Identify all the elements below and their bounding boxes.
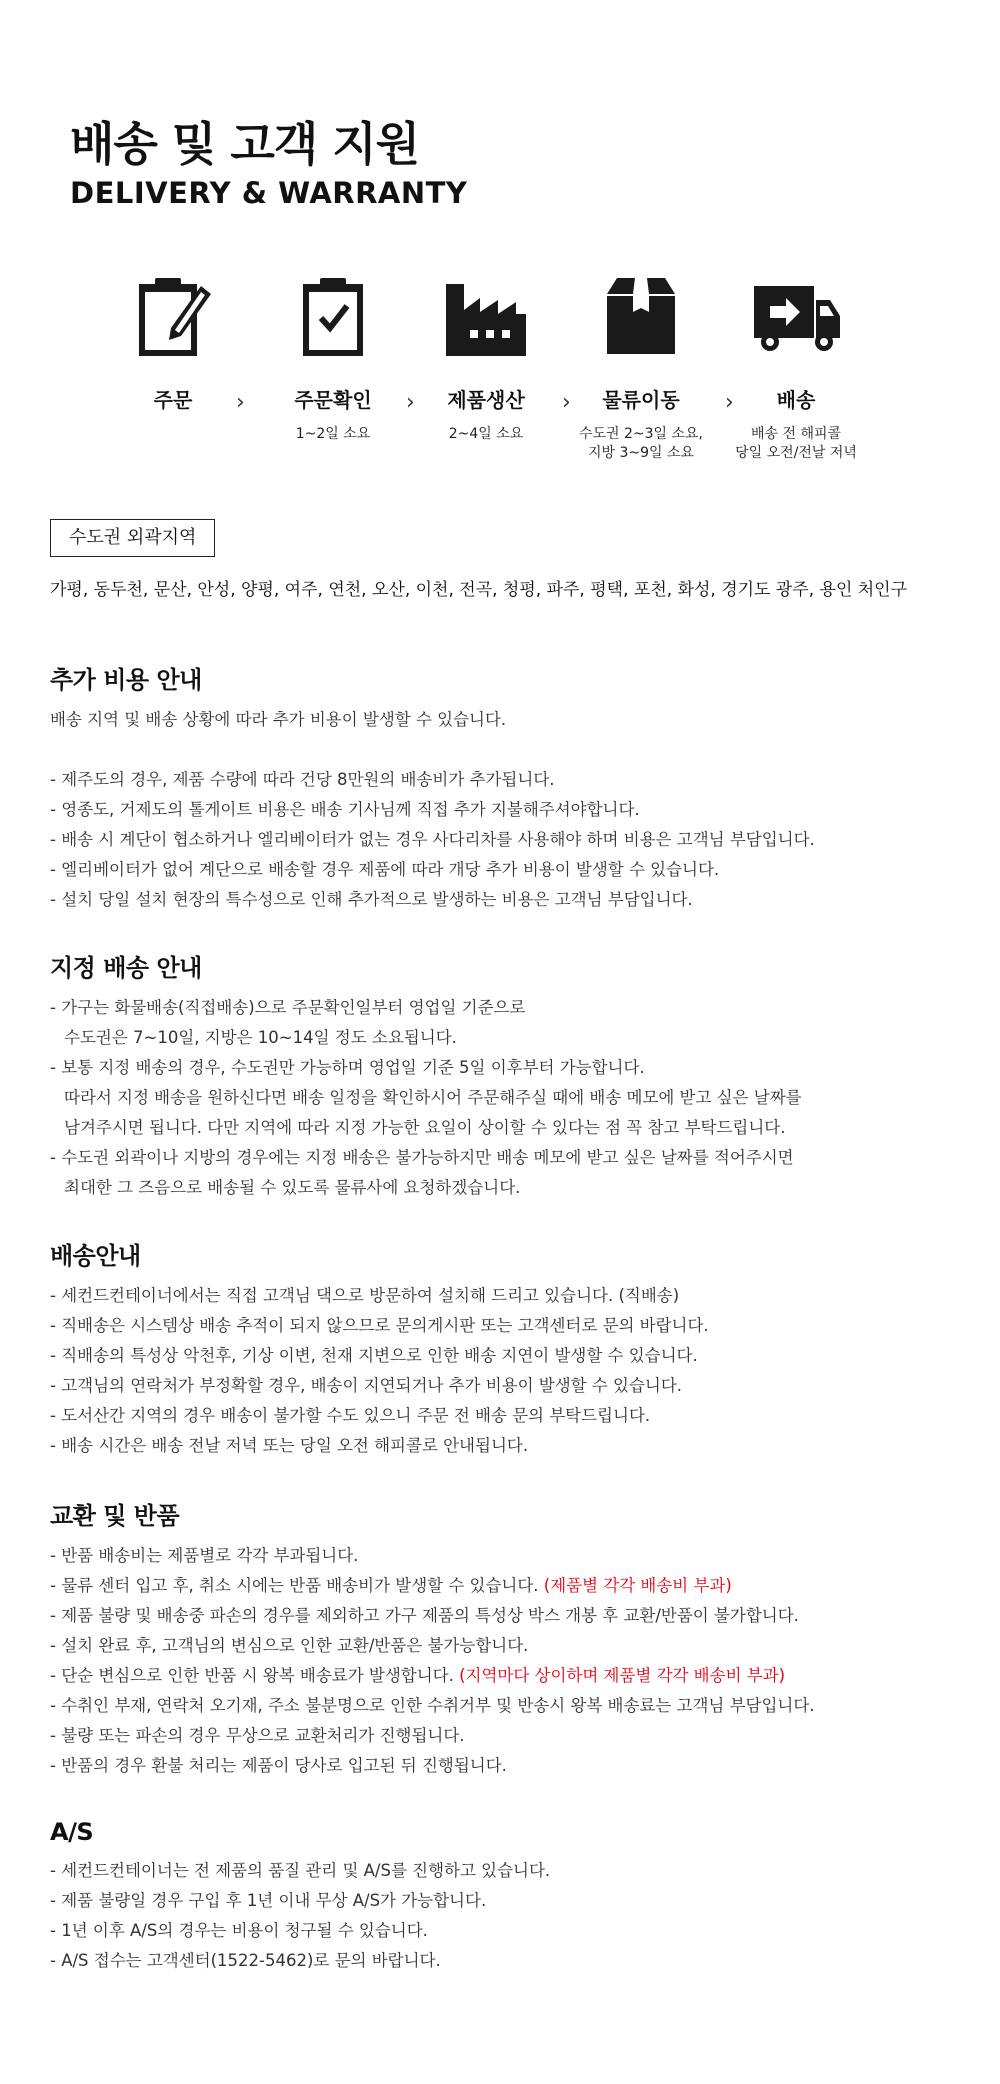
list-item: - 도서산간 지역의 경우 배송이 불가할 수도 있으니 주문 전 배송 문의 부탁드립니다.: [50, 1406, 651, 1425]
delivery-process-steps: [0, 270, 1000, 470]
chevron-right-icon: ›: [725, 390, 734, 415]
chevron-right-icon: ›: [236, 390, 245, 415]
delivery-info-section: [50, 1236, 960, 1461]
list-item: - 세컨드컨테이너에서는 직접 고객님 댁으로 방문하여 설치해 드리고 있습니다. (직배송): [50, 1286, 680, 1305]
list-item-text: - 단순 변심으로 인한 반품 시 왕복 배송료가 발생합니다.: [50, 1666, 460, 1685]
step-label: 주문확인: [294, 388, 372, 412]
list-item: - 수취인 부재, 연락처 오기재, 주소 불분명으로 인한 수취거부 및 반송시 왕복 배송료는 고객님 부담입니다.: [50, 1696, 815, 1715]
section-title: 교환 및 반품: [50, 1502, 180, 1530]
list-item: - 배송 시간은 배송 전날 저녁 또는 당일 오전 해피콜로 안내됩니다.: [50, 1436, 529, 1455]
list-item: [50, 1661, 960, 1691]
step-delivery: [696, 270, 896, 463]
region-list: 가평, 동두천, 문산, 안성, 양평, 여주, 연천, 오산, 이천, 전곡, 청평, 파주, 평택, 포천, 화성, 경기도 광주, 용인 처인구: [50, 580, 908, 600]
step-duration: 1~2일 소요: [295, 426, 371, 442]
list-item: - 제품 불량일 경우 구입 후 1년 이내 무상 A/S가 가능합니다.: [50, 1891, 487, 1910]
scheduled-delivery-section: [50, 948, 960, 1203]
list-item-continued: 최대한 그 즈음으로 배송될 수 있도록 물류사에 요청하겠습니다.: [64, 1178, 521, 1197]
list-item: - 직배송은 시스템상 배송 추적이 되지 않으므로 문의게시판 또는 고객센터로 문의 바랍니다.: [50, 1316, 709, 1335]
step-label: 배송: [776, 388, 816, 412]
section-title: 추가 비용 안내: [50, 666, 202, 694]
as-section: [50, 1818, 960, 1976]
step-duration: 2~4일 소요: [448, 426, 524, 442]
list-item: - 제주도의 경우, 제품 수량에 따라 건당 8만원의 배송비가 추가됩니다.: [50, 770, 555, 789]
step-label: 제품생산: [447, 388, 525, 412]
chevron-right-icon: ›: [406, 390, 415, 415]
list-item: - 제품 불량 및 배송중 파손의 경우를 제외하고 가구 제품의 특성상 박스 개봉 후 교환/반품이 불가합니다.: [50, 1606, 799, 1625]
page-title: 배송 및 고객 지원: [70, 117, 420, 171]
box-icon: [595, 270, 687, 362]
list-item-text: - 물류 센터 입고 후, 취소 시에는 반품 배송비가 발생할 수 있습니다.: [50, 1576, 544, 1595]
step-label: 물류이동: [602, 388, 680, 412]
returns-section: [50, 1496, 960, 1781]
list-item: - 영종도, 거제도의 톨게이트 비용은 배송 기사님께 직접 추가 지불해주셔야합니다.: [50, 800, 640, 819]
step-duration: 배송 전 해피콜 당일 오전/전날 저녁: [735, 426, 857, 461]
list-item: - 1년 이후 A/S의 경우는 비용이 청구될 수 있습니다.: [50, 1921, 428, 1940]
list-item: - 설치 당일 설치 현장의 특수성으로 인해 추가적으로 발생하는 비용은 고객님 부담입니다.: [50, 890, 693, 909]
chevron-right-icon: ›: [562, 390, 571, 415]
list-item: - 반품 배송비는 제품별로 각각 부과됩니다.: [50, 1546, 359, 1565]
list-item: - 불량 또는 파손의 경우 무상으로 교환처리가 진행됩니다.: [50, 1726, 465, 1745]
list-item: - A/S 접수는 고객센터(1522-5462)로 문의 바랍니다.: [50, 1951, 441, 1970]
list-item: - 설치 완료 후, 고객님의 변심으로 인한 교환/반품은 불가능합니다.: [50, 1636, 529, 1655]
highlight-note: (지역마다 상이하며 제품별 각각 배송비 부과): [459, 1666, 786, 1685]
clipboard-pen-icon: [127, 270, 219, 362]
list-item: - 직배송의 특성상 악천후, 기상 이변, 천재 지변으로 인한 배송 지연이 발생할 수 있습니다.: [50, 1346, 698, 1365]
list-item: - 반품의 경우 환불 처리는 제품이 당사로 입고된 뒤 진행됩니다.: [50, 1756, 507, 1775]
list-item: - 보통 지정 배송의 경우, 수도권만 가능하며 영업일 기준 5일 이후부터 가능합니다.: [50, 1058, 645, 1077]
section-title: A/S: [50, 1818, 94, 1846]
delivery-truck-icon: [750, 270, 842, 362]
list-item: - 배송 시 계단이 협소하거나 엘리베이터가 없는 경우 사다리차를 사용해야 하며 비용은 고객님 부담입니다.: [50, 830, 815, 849]
region-box-label: 수도권 외곽지역: [50, 519, 215, 557]
page-subtitle: DELIVERY & WARRANTY: [70, 176, 468, 210]
section-title: 배송안내: [50, 1242, 141, 1270]
step-label: 주문: [153, 388, 193, 412]
highlight-note: (제품별 각각 배송비 부과): [543, 1576, 732, 1595]
step-duration: 수도권 2~3일 소요, 지방 3~9일 소요: [578, 426, 704, 461]
factory-icon: [440, 270, 532, 362]
list-item: - 세컨드컨테이너는 전 제품의 품질 관리 및 A/S를 진행하고 있습니다.: [50, 1861, 551, 1880]
section-intro: 배송 지역 및 배송 상황에 따라 추가 비용이 발생할 수 있습니다.: [50, 710, 507, 729]
clipboard-check-icon: [287, 270, 379, 362]
list-item: - 엘리베이터가 없어 계단으로 배송할 경우 제품에 따라 개당 추가 비용이 발생할 수 있습니다.: [50, 860, 720, 879]
extra-cost-section: [50, 660, 960, 915]
list-item: - 고객님의 연락처가 부정확할 경우, 배송이 지연되거나 추가 비용이 발생할 수 있습니다.: [50, 1376, 683, 1395]
list-item-continued: 남겨주시면 됩니다. 다만 지역에 따라 지정 가능한 요일이 상이할 수 있다는 점 꼭 참고 부탁드립니다.: [64, 1118, 786, 1137]
list-item: - 가구는 화물배송(직접배송)으로 주문확인일부터 영업일 기준으로: [50, 998, 526, 1017]
section-title: 지정 배송 안내: [50, 954, 202, 982]
list-item-continued: 따라서 지정 배송을 원하신다면 배송 일정을 확인하시어 주문해주실 때에 배송 메모에 받고 싶은 날짜를: [64, 1088, 802, 1107]
list-item: - 수도권 외곽이나 지방의 경우에는 지정 배송은 불가능하지만 배송 메모에 받고 싶은 날짜를 적어주시면: [50, 1148, 794, 1167]
list-item-continued: 수도권은 7~10일, 지방은 10~14일 정도 소요됩니다.: [64, 1028, 457, 1047]
list-item: [50, 1571, 960, 1601]
